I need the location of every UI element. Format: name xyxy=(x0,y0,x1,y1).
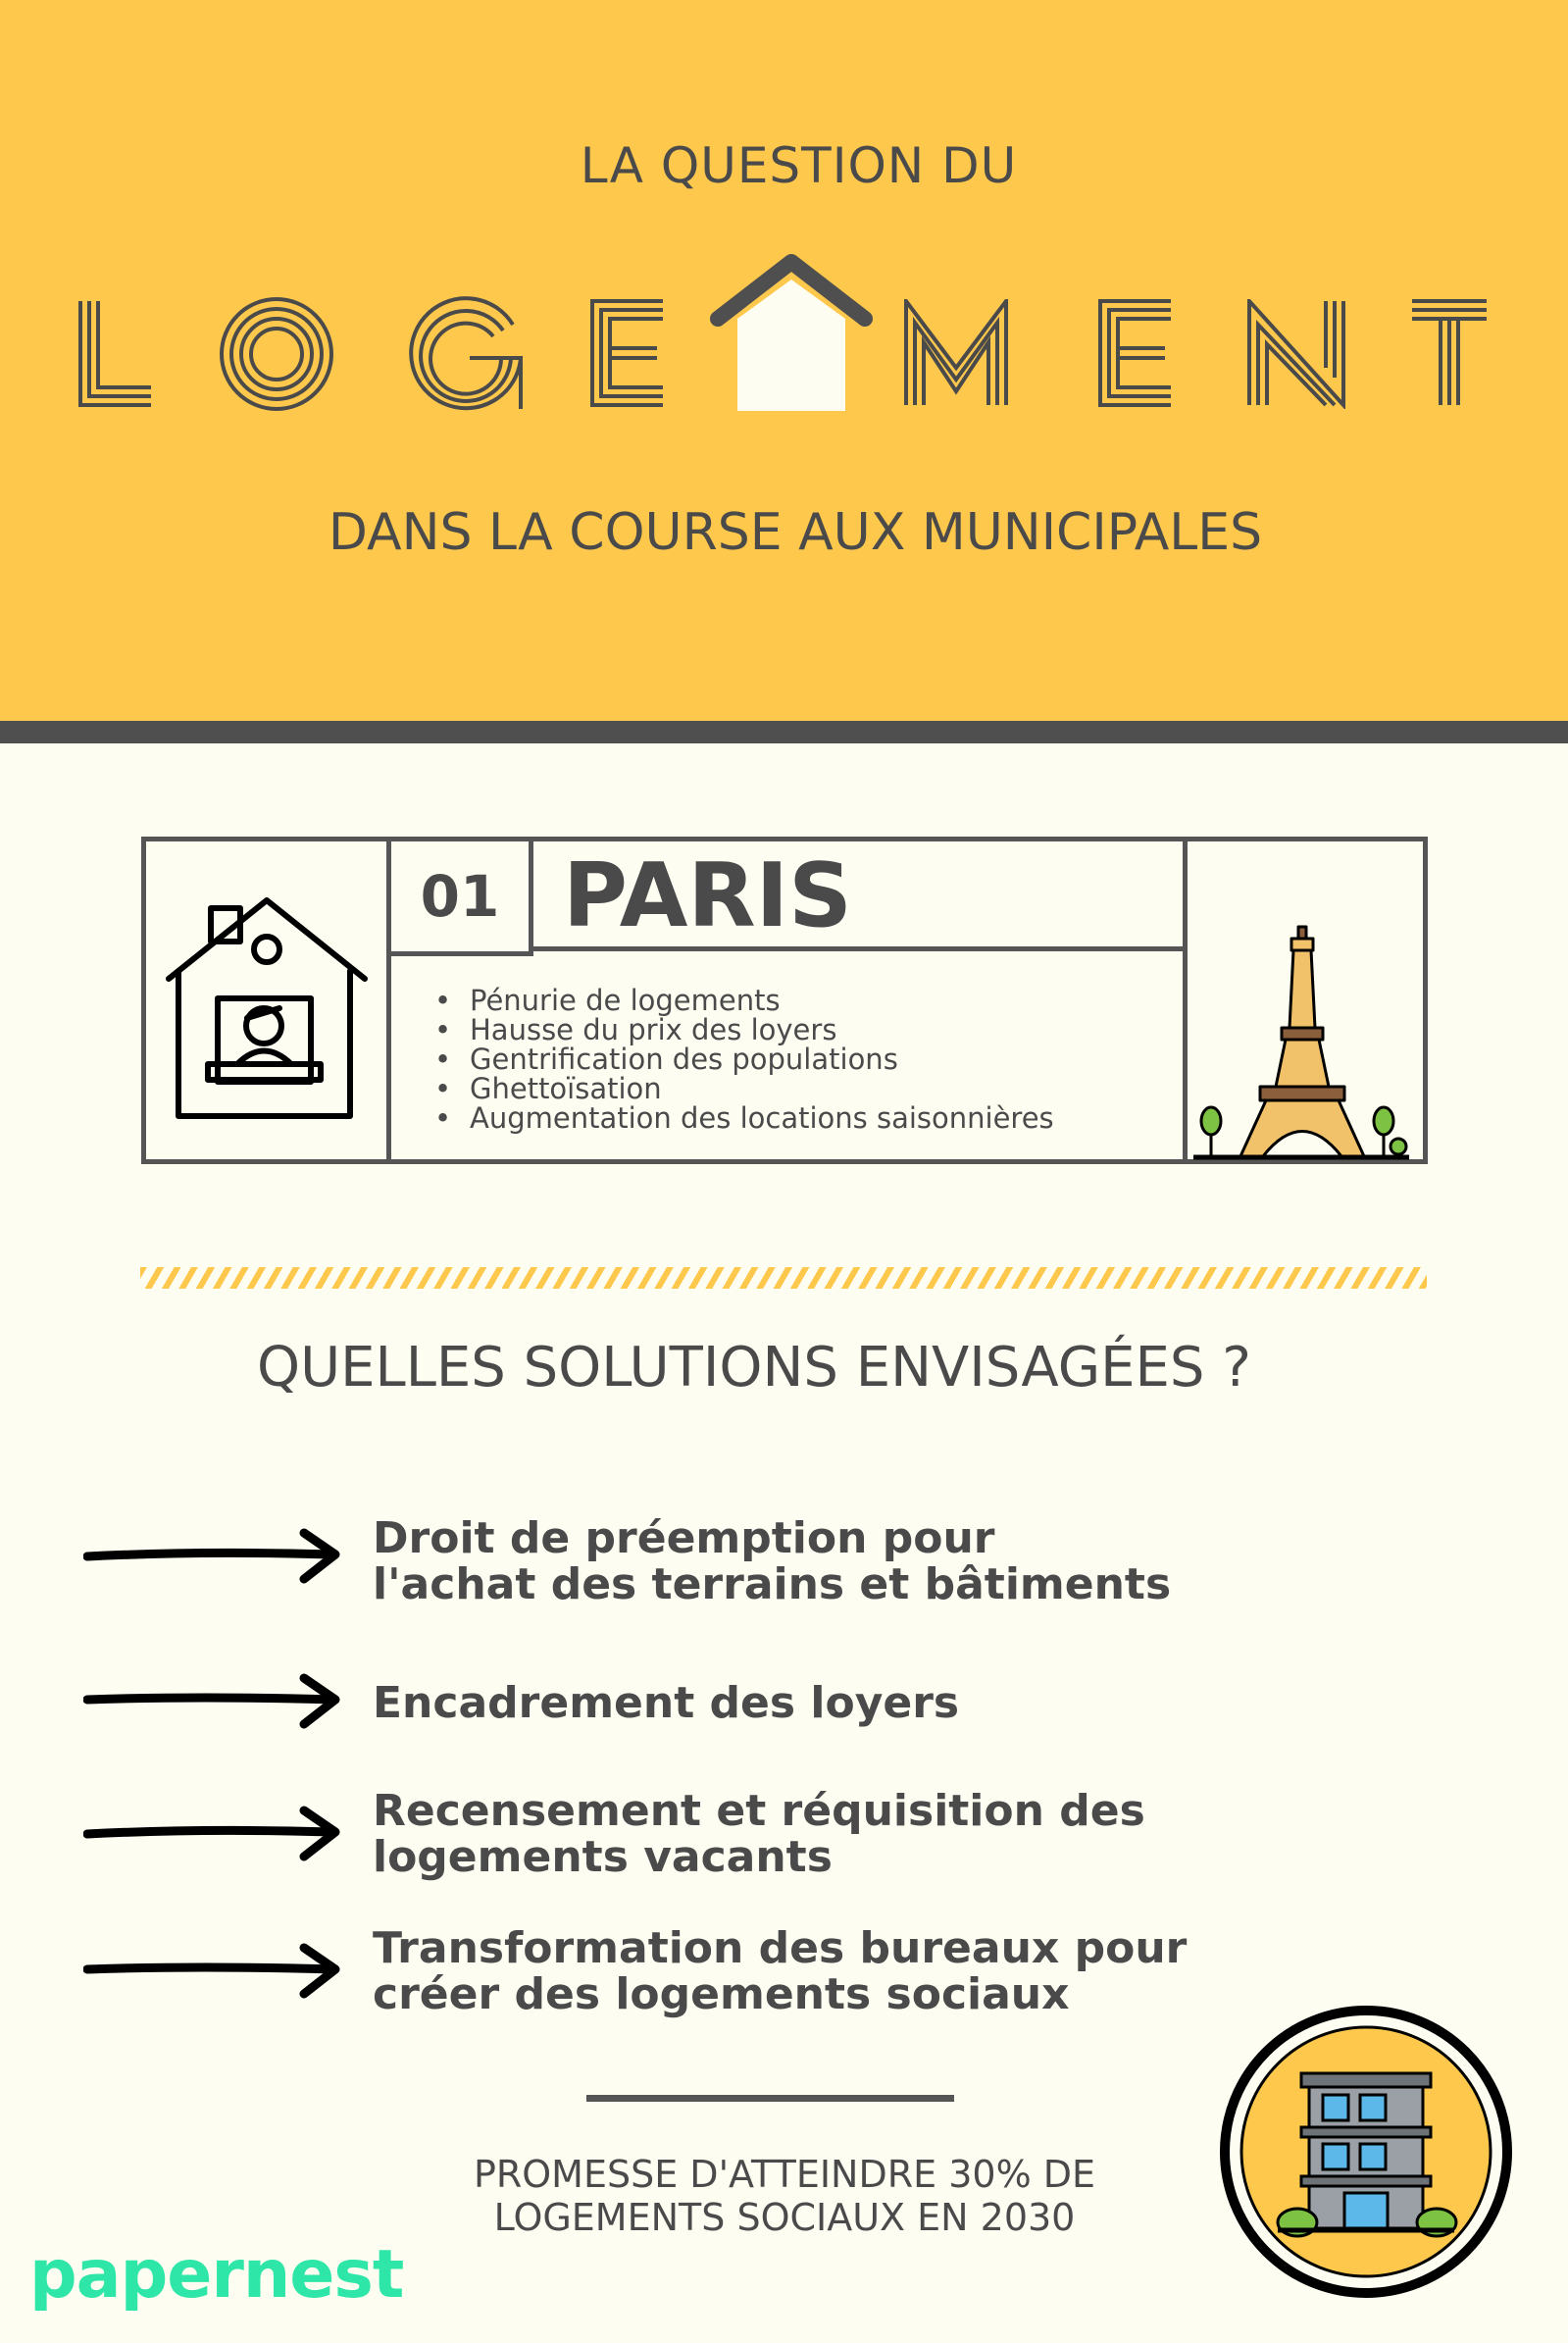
papernest-logo: papernest xyxy=(29,2236,404,2314)
arrow-icon xyxy=(83,1940,343,1999)
letter-t xyxy=(1410,299,1489,409)
header-divider xyxy=(0,721,1568,743)
header-banner xyxy=(0,0,1568,721)
letter-g xyxy=(407,295,525,413)
promise-line: LOGEMENTS SOCIAUX EN 2030 xyxy=(493,2196,1076,2239)
solution-item xyxy=(373,1515,1255,1607)
city-card-right xyxy=(1183,841,1423,1159)
promise-line: PROMESSE D'ATTEINDRE 30% DE xyxy=(473,2153,1096,2196)
list-item: • Augmentation des locations saisonnières xyxy=(470,1103,1188,1133)
letter-e1 xyxy=(588,299,667,409)
building-badge-icon xyxy=(1219,2005,1513,2299)
list-item: • Pénurie de logements xyxy=(470,986,1188,1015)
solutions-title: QUELLES SOLUTIONS ENVISAGÉES ? xyxy=(257,1336,1251,1400)
footer-divider xyxy=(586,2095,954,2102)
house-roof-icon xyxy=(706,250,878,422)
city-card xyxy=(141,837,1428,1164)
solution-line: créer des logements sociaux xyxy=(373,1969,1070,2019)
city-number: 01 xyxy=(391,841,533,956)
list-item: • Gentrification des populations xyxy=(470,1044,1188,1074)
solution-line: l'achat des terrains et bâtiments xyxy=(373,1559,1172,1609)
solution-line: logements vacants xyxy=(373,1832,833,1882)
title-bottom: DANS LA COURSE AUX MUNICIPALES xyxy=(328,503,1263,562)
city-card-left xyxy=(146,841,391,1159)
list-item: • Hausse du prix des loyers xyxy=(470,1015,1188,1044)
promise-text xyxy=(373,2153,1196,2239)
arrow-icon xyxy=(83,1803,343,1861)
solution-item xyxy=(373,1680,1255,1726)
hatched-divider xyxy=(140,1267,1427,1289)
eiffel-tower-icon xyxy=(1189,925,1413,1160)
letter-l xyxy=(76,299,155,409)
solution-line: Droit de préemption pour xyxy=(373,1513,995,1563)
logement-title xyxy=(69,289,1500,427)
solution-line: Encadrement des loyers xyxy=(373,1678,960,1728)
letter-n xyxy=(1245,299,1347,409)
arrow-icon xyxy=(83,1525,343,1584)
home-window-icon xyxy=(164,895,370,1121)
city-name: PARIS xyxy=(533,841,1188,951)
letter-e2 xyxy=(1096,299,1175,409)
solution-item xyxy=(373,1788,1255,1880)
title-top: LA QUESTION DU xyxy=(580,137,1018,194)
arrow-icon xyxy=(83,1670,343,1729)
solution-item xyxy=(373,1925,1255,2017)
list-item: • Ghettoïsation xyxy=(470,1074,1188,1103)
solution-line: Transformation des bureaux pour xyxy=(373,1923,1188,1973)
solution-line: Recensement et réquisition des xyxy=(373,1786,1145,1836)
letter-o xyxy=(218,295,335,413)
letter-m xyxy=(902,299,1010,409)
problems-list xyxy=(391,956,1188,1159)
